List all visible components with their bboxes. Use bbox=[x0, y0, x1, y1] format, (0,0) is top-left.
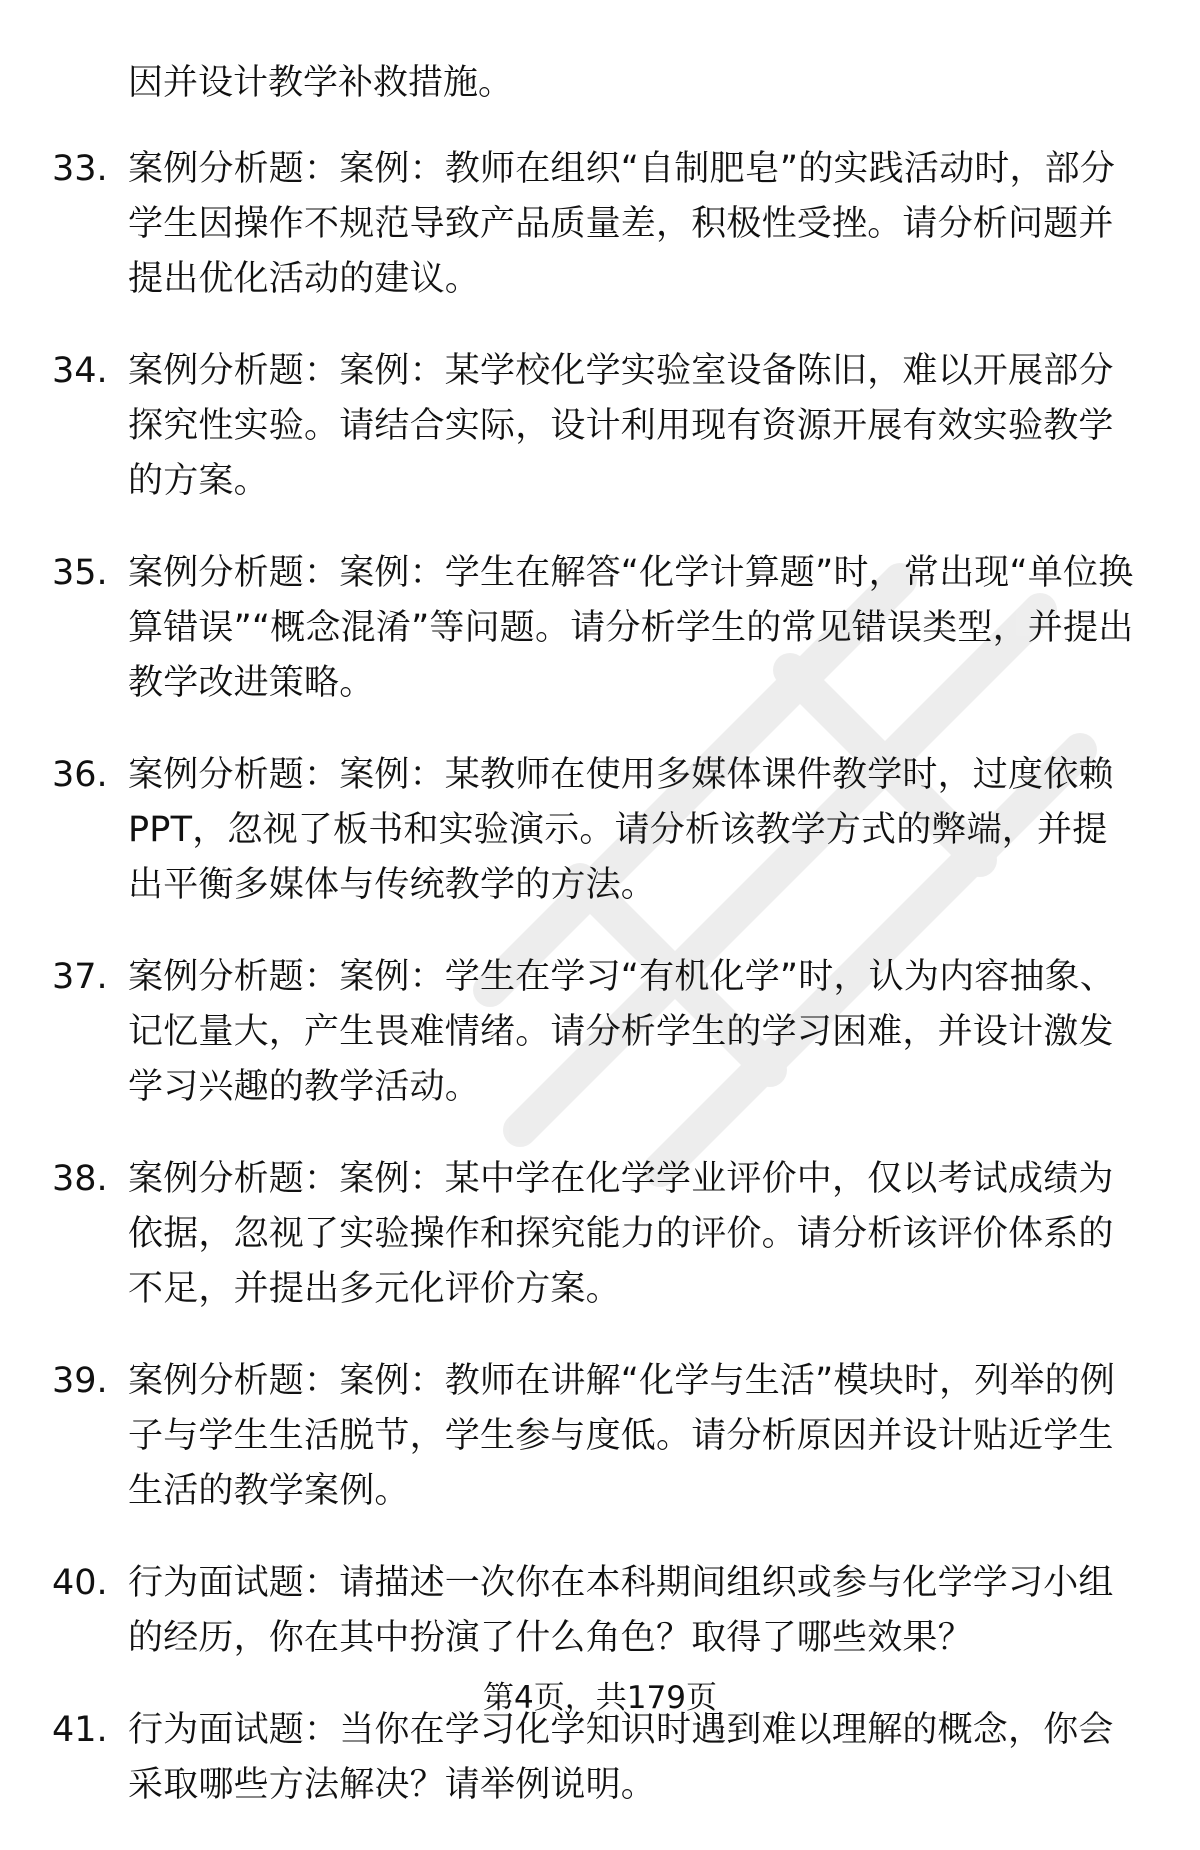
question-number: 41. bbox=[52, 1710, 108, 1750]
question-text: 行为面试题：请描述一次你在本科期间组织或参与化学学习小组的经历，你在其中扮演了什么角色？取得了哪些效果？ bbox=[128, 1563, 1114, 1658]
question-item bbox=[52, 1556, 1142, 1666]
question-text: 案例分析题：案例：某中学在化学学业评价中，仅以考试成绩为依据，忽视了实验操作和探究能力的评价。请分析该评价体系的不足，并提出多元化评价方案。 bbox=[128, 1159, 1114, 1309]
question-item bbox=[52, 142, 1142, 307]
continuation-text: 因并设计教学补救措施。 bbox=[128, 63, 514, 103]
question-number: 36. bbox=[52, 755, 108, 795]
question-number: 35. bbox=[52, 553, 108, 593]
question-text: 案例分析题：案例：教师在组织“自制肥皂”的实践活动时，部分学生因操作不规范导致产品质量差，积极性受挫。请分析问题并提出优化活动的建议。 bbox=[128, 149, 1116, 299]
question-item bbox=[52, 1703, 1142, 1813]
question-item bbox=[52, 748, 1142, 913]
question-number: 39. bbox=[52, 1361, 108, 1401]
question-number: 37. bbox=[52, 957, 108, 997]
question-text: 案例分析题：案例：学生在解答“化学计算题”时，常出现“单位换算错误”“概念混淆”等问题。请分析学生的常见错误类型，并提出教学改进策略。 bbox=[128, 553, 1134, 703]
question-text: 行为面试题：当你在学习化学知识时遇到难以理解的概念，你会采取哪些方法解决？请举例说明。 bbox=[128, 1710, 1114, 1805]
question-item bbox=[52, 344, 1142, 509]
question-text: 案例分析题：案例：教师在讲解“化学与生活”模块时，列举的例子与学生生活脱节，学生参与度低。请分析原因并设计贴近学生生活的教学案例。 bbox=[128, 1361, 1116, 1511]
question-number: 34. bbox=[52, 351, 108, 391]
page-footer: 第4页，共179页 bbox=[483, 1680, 717, 1716]
question-number: 33. bbox=[52, 149, 108, 189]
question-item bbox=[52, 1354, 1142, 1519]
question-text: 案例分析题：案例：某学校化学实验室设备陈旧，难以开展部分探究性实验。请结合实际，设计利用现有资源开展有效实验教学的方案。 bbox=[128, 351, 1114, 501]
question-text: 案例分析题：案例：学生在学习“有机化学”时，认为内容抽象、记忆量大，产生畏难情绪。请分析学生的学习困难，并设计激发学习兴趣的教学活动。 bbox=[128, 957, 1116, 1107]
question-item bbox=[52, 1152, 1142, 1317]
question-text: 案例分析题：案例：某教师在使用多媒体课件教学时，过度依赖PPT，忽视了板书和实验演示。请分析该教学方式的弊端，并提出平衡多媒体与传统教学的方法。 bbox=[128, 755, 1114, 905]
question-number: 40. bbox=[52, 1563, 108, 1603]
question-item bbox=[52, 950, 1142, 1115]
question-list bbox=[52, 142, 1142, 1850]
question-item bbox=[52, 546, 1142, 711]
question-number: 38. bbox=[52, 1159, 108, 1199]
